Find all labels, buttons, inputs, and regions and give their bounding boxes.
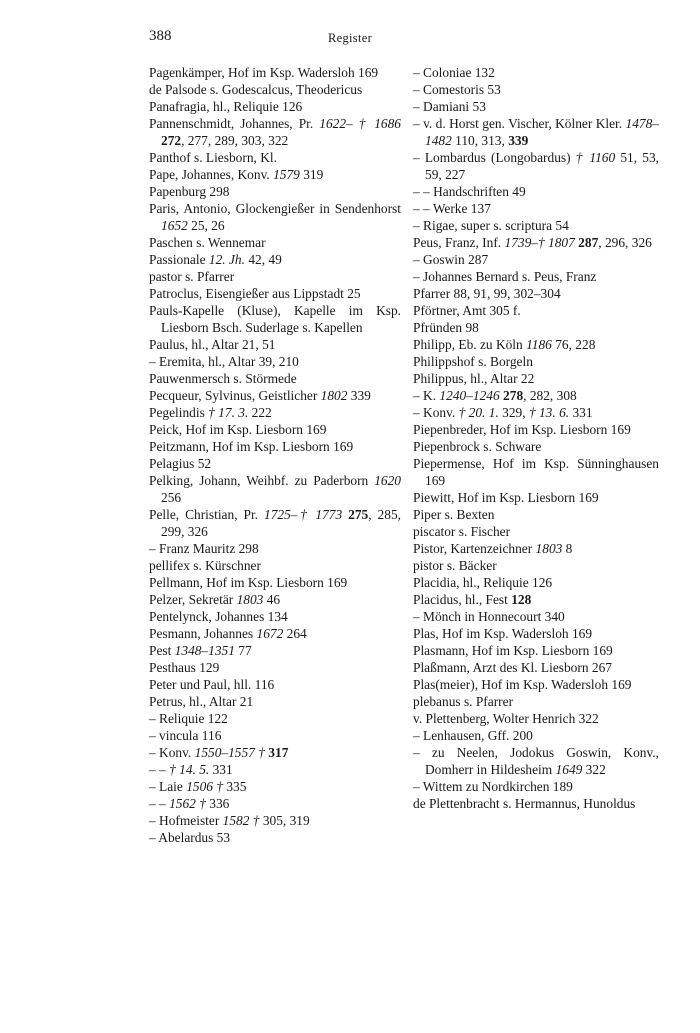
index-entry — [149, 455, 401, 472]
page-number: 388 — [149, 28, 172, 44]
index-entry — [413, 285, 659, 302]
index-entry-text: Pförtner, Amt 305 f. — [413, 303, 521, 318]
index-entry — [149, 404, 401, 421]
index-entry-text: pastor s. Pfarrer — [149, 269, 235, 284]
index-entry-text: Pelagius 52 — [149, 456, 212, 471]
index-entry-text: 287 — [578, 235, 599, 250]
index-entry — [149, 642, 401, 659]
index-entry — [149, 472, 401, 506]
index-entry-text: † 20. 1. — [458, 405, 499, 420]
index-entry-text: Pistor, Kartenzeichner — [413, 541, 536, 556]
index-entry — [149, 557, 401, 574]
index-entry-text: 331 — [569, 405, 593, 420]
index-entry-text: Pannenschmidt, Johannes, Pr. — [149, 116, 320, 131]
index-entry — [149, 693, 401, 710]
index-entry-text: 1550–1557 † — [194, 745, 265, 760]
index-entry-text: Pfründen 98 — [413, 320, 479, 335]
index-entry — [149, 115, 401, 149]
index-entry-text: plebanus s. Pfarrer — [413, 694, 514, 709]
index-entry-text: Panthof s. Liesborn, Kl. — [149, 150, 277, 165]
index-entry-text: Pauwenmersch s. Störmede — [149, 371, 297, 386]
index-entry-text: 1803 — [236, 592, 264, 607]
index-entry-text: Pentelynck, Johannes 134 — [149, 609, 288, 624]
index-entry-text: 317 — [268, 745, 289, 760]
index-entry — [149, 234, 401, 251]
index-entry — [413, 557, 659, 574]
index-entry-text: pistor s. Bäcker — [413, 558, 497, 573]
index-entry-text: 331 — [209, 762, 233, 777]
index-entry-text: 272 — [161, 133, 182, 148]
index-entry-text: Philippshof s. Borgeln — [413, 354, 533, 369]
index-entry-text: , 277, 289, 303, 322 — [181, 133, 289, 148]
index-entry-text: – Comestoris 53 — [413, 82, 501, 97]
index-entry — [413, 727, 659, 744]
index-entry-text: – v. d. Horst gen. Vischer, Kölner Kler. — [413, 116, 626, 131]
index-entry-text: Plas(meier), Hof im Ksp. Wadersloh 169 — [413, 677, 632, 692]
index-entry-text: 322 — [582, 762, 606, 777]
index-entry — [413, 608, 659, 625]
index-entry — [149, 761, 401, 778]
index-entry-text: – Abelardus 53 — [149, 830, 231, 845]
running-title: Register — [327, 31, 373, 45]
index-entry-text: Pegelindis — [149, 405, 209, 420]
index-entry — [413, 421, 659, 438]
index-entry-text: 76, 228 — [551, 337, 596, 352]
index-entry — [149, 200, 401, 234]
index-entry-text: † 17. 3. — [208, 405, 249, 420]
index-entry-text: – Reliquie 122 — [149, 711, 228, 726]
index-entry-text: , 285, 299, 326 — [161, 507, 401, 539]
index-entry-text: Peus, Franz, Inf. — [413, 235, 505, 250]
index-entry-text: 1582 † — [222, 813, 260, 828]
index-entry — [413, 778, 659, 795]
index-entry — [413, 251, 659, 268]
index-entry — [413, 98, 659, 115]
index-entry-text: Paulus, hl., Altar 21, 51 — [149, 337, 276, 352]
index-entry-text: pellifex s. Kürschner — [149, 558, 261, 573]
index-entry — [413, 268, 659, 285]
index-entry — [413, 795, 659, 812]
index-entry — [149, 98, 401, 115]
index-entry — [413, 387, 659, 404]
index-entry — [149, 336, 401, 353]
index-entry-text: Pellmann, Hof im Ksp. Liesborn 169 — [149, 575, 348, 590]
index-entry — [413, 404, 659, 421]
index-entry-text: Peter und Paul, hll. 116 — [149, 677, 275, 692]
index-entry-text: Piewitt, Hof im Ksp. Liesborn 169 — [413, 490, 599, 505]
index-entry-text: Panafragia, hl., Reliquie 126 — [149, 99, 303, 114]
index-entry — [413, 336, 659, 353]
index-entry-text: 46 — [263, 592, 281, 607]
index-entry — [149, 778, 401, 795]
index-entry-text: Paschen s. Wennemar — [149, 235, 266, 250]
index-entry — [413, 353, 659, 370]
index-entry-text: 1348–1351 — [174, 643, 235, 658]
index-entry-text: – – — [149, 796, 170, 811]
index-entry — [149, 812, 401, 829]
index-entry — [149, 251, 401, 268]
index-entry — [149, 421, 401, 438]
index-entry-text: † 14. 5. — [169, 762, 210, 777]
index-entry-text: 319 — [299, 167, 324, 182]
index-entry-text: 42, 49 — [244, 252, 282, 267]
index-entry-text: – Johannes Bernard s. Peus, Franz — [413, 269, 597, 284]
index-entry — [149, 744, 401, 761]
index-entry — [413, 659, 659, 676]
index-entry-text: Plasmann, Hof im Ksp. Liesborn 169 — [413, 643, 613, 658]
index-entry-text: Philipp, Eb. zu Köln — [413, 337, 527, 352]
index-entry-text: 278 — [503, 388, 524, 403]
index-entry — [149, 285, 401, 302]
index-entry — [413, 183, 659, 200]
index-column-left — [149, 64, 401, 846]
index-entry-text: Plas, Hof im Ksp. Wadersloh 169 — [413, 626, 593, 641]
index-entry-text: piscator s. Fischer — [413, 524, 511, 539]
index-entry-text: † 13. 6. — [528, 405, 570, 420]
index-entry-text: † 1686 — [358, 116, 401, 131]
index-entry — [149, 659, 401, 676]
index-entry-text: 256 — [161, 490, 182, 505]
index-entry-text: 1739–† 1807 — [504, 235, 575, 250]
index-entry-text: 1506 † — [186, 779, 224, 794]
index-entry-text: – Franz Mauritz 298 — [149, 541, 259, 556]
index-entry-text: Pest — [149, 643, 175, 658]
index-entry-text: Patroclus, Eisengießer aus Lippstadt 25 — [149, 286, 361, 301]
index-entry-text: – Mönch in Honnecourt 340 — [413, 609, 565, 624]
index-entry-text: 264 — [283, 626, 307, 641]
index-entry — [413, 149, 659, 183]
index-entry-text: Pecqueur, Sylvinus, Geistlicher — [149, 388, 321, 403]
index-entry-text: Peitzmann, Hof im Ksp. Liesborn 169 — [149, 439, 354, 454]
index-entry-text: 1579 — [273, 167, 300, 182]
index-column-right — [413, 64, 659, 812]
index-entry-text: 1478–1482 — [425, 116, 659, 148]
index-entry-text: Peick, Hof im Ksp. Liesborn 169 — [149, 422, 327, 437]
index-entry-text: † 1160 — [575, 150, 616, 165]
index-entry-text: 335 — [223, 779, 247, 794]
index-entry-text: Pelking, Johann, Weihbf. zu Paderborn — [149, 473, 375, 488]
index-entry-text: – Lenhausen, Gff. 200 — [413, 728, 533, 743]
index-entry-text: , 282, 308 — [523, 388, 577, 403]
index-entry — [413, 455, 659, 489]
index-entry-text: Pelzer, Sekretär — [149, 592, 237, 607]
index-entry-text: – – — [149, 762, 170, 777]
index-entry — [149, 166, 401, 183]
index-entry — [149, 574, 401, 591]
index-entry — [413, 693, 659, 710]
index-entry-text: 12. Jh. — [208, 252, 245, 267]
index-entry-text: – zu Neelen, Jodokus Goswin, Konv., Domherr in Hildesheim — [413, 745, 659, 777]
index-entry-text: – vincula 116 — [149, 728, 222, 743]
index-entry — [149, 727, 401, 744]
index-entry-text: Piepenbrock s. Schwarе — [413, 439, 542, 454]
index-entry-text: Plaßmann, Arzt des Kl. Liesborn 267 — [413, 660, 612, 675]
index-entry-text: 128 — [511, 592, 532, 607]
index-entry-text: 77 — [234, 643, 252, 658]
index-entry-text: Placidus, hl., Fest — [413, 592, 512, 607]
index-entry — [413, 319, 659, 336]
index-entry-text: Placidia, hl., Reliquie 126 — [413, 575, 553, 590]
index-entry-text: 339 — [347, 388, 371, 403]
index-entry — [149, 183, 401, 200]
index-entry — [413, 591, 659, 608]
index-entry-text: Pelle, Christian, Pr. — [149, 507, 264, 522]
index-entry-text: 305, 319 — [259, 813, 310, 828]
index-entry-text: Pagenkämper, Hof im Ksp. Wadersloh 169 — [149, 65, 379, 80]
index-entry — [413, 302, 659, 319]
index-entry-text: 1803 — [535, 541, 563, 556]
index-entry — [149, 81, 401, 98]
index-entry-text: 1649 — [555, 762, 583, 777]
index-entry — [149, 370, 401, 387]
index-entry — [149, 591, 401, 608]
index-entry — [413, 217, 659, 234]
index-entry — [413, 506, 659, 523]
index-entry-text: – Lombardus (Longobardus) — [413, 150, 576, 165]
index-entry — [149, 149, 401, 166]
index-entry — [413, 523, 659, 540]
index-entry — [149, 540, 401, 557]
index-entry-text: Papenburg 298 — [149, 184, 230, 199]
index-entry-text: de Palsode s. Godescalcus, Theodericus — [149, 82, 363, 97]
index-entry-text: Philippus, hl., Altar 22 — [413, 371, 535, 386]
index-entry-text: – Goswin 287 — [413, 252, 489, 267]
index-entry — [413, 625, 659, 642]
index-entry-text: Pesthaus 129 — [149, 660, 220, 675]
index-entry-text: 25, 26 — [187, 218, 225, 233]
index-entry — [413, 200, 659, 217]
index-entry-text: 1186 — [526, 337, 552, 352]
index-entry-text: – Hofmeister — [149, 813, 223, 828]
index-entry — [149, 438, 401, 455]
index-entry-text: 51, 53, 59, 227 — [425, 150, 659, 182]
index-entry-text: Pauls-Kapelle (Kluse), Kapelle im Ksp. Liesborn Bsch. Suderlage s. Kapellen — [149, 303, 401, 335]
index-entry-text: Paris, Antonio, Glockengießer in Sendenhorst — [149, 201, 401, 216]
index-entry — [149, 64, 401, 81]
index-entry-text: Piper s. Bexten — [413, 507, 495, 522]
index-entry — [149, 795, 401, 812]
index-entry — [413, 115, 659, 149]
index-entry — [413, 710, 659, 727]
index-entry-text: – K. — [413, 388, 440, 403]
index-entry — [149, 710, 401, 727]
index-entry-text: 329, — [498, 405, 529, 420]
index-entry — [413, 489, 659, 506]
index-entry-text: 336 — [205, 796, 230, 811]
index-entry-text: 1562 † — [169, 796, 206, 811]
index-entry — [149, 302, 401, 336]
index-entry-text: – Coloniae 132 — [413, 65, 495, 80]
index-entry-text: – Eremita, hl., Altar 39, 210 — [149, 354, 299, 369]
index-entry-text: , 296, 326 — [598, 235, 652, 250]
index-entry-text: Pfarrer 88, 91, 99, 302–304 — [413, 286, 561, 301]
index-entry — [413, 64, 659, 81]
index-entry-text: v. Plettenberg, Wolter Henrich 322 — [413, 711, 599, 726]
index-entry-text: – Konv. — [413, 405, 459, 420]
index-entry — [413, 676, 659, 693]
index-entry-text: Passionale — [149, 252, 209, 267]
index-entry — [149, 387, 401, 404]
index-entry — [149, 676, 401, 693]
index-entry-text: Pape, Johannes, Konv. — [149, 167, 274, 182]
index-entry-text: 339 — [508, 133, 529, 148]
index-entry — [149, 829, 401, 846]
index-entry-text: 1802 — [320, 388, 348, 403]
index-entry — [413, 540, 659, 557]
index-entry-text: 1620 — [374, 473, 401, 488]
index-entry-text: 1725–† 1773 — [264, 507, 343, 522]
index-entry — [149, 506, 401, 540]
index-entry — [149, 353, 401, 370]
index-entry-text: – Konv. — [149, 745, 195, 760]
index-entry-text: – – Handschriften 49 — [413, 184, 526, 199]
index-entry-text: Piepermense, Hof im Ksp. Sünninghausen 169 — [413, 456, 659, 488]
index-entry-text: 110, 313, — [451, 133, 509, 148]
index-entry-text: – – Werke 137 — [413, 201, 491, 216]
index-entry-text: Piepenbreder, Hof im Ksp. Liesborn 169 — [413, 422, 631, 437]
index-entry-text: 1240–1246 — [439, 388, 500, 403]
index-entry — [413, 642, 659, 659]
index-entry — [413, 370, 659, 387]
index-entry — [413, 81, 659, 98]
index-entry-text: 8 — [562, 541, 573, 556]
index-entry-text: 1622– — [319, 116, 353, 131]
index-entry — [413, 744, 659, 778]
index-entry-text: – Damiani 53 — [413, 99, 486, 114]
index-entry-text: 275 — [348, 507, 369, 522]
index-entry-text: – Wittem zu Nordkirchen 189 — [413, 779, 573, 794]
index-entry-text: – Rigae, super s. scriptura 54 — [413, 218, 569, 233]
index-entry-text: 222 — [248, 405, 272, 420]
index-entry-text: Petrus, hl., Altar 21 — [149, 694, 254, 709]
index-entry — [149, 608, 401, 625]
index-entry — [149, 625, 401, 642]
index-entry-text: Pesmann, Johannes — [149, 626, 257, 641]
index-entry-text: 1652 — [161, 218, 188, 233]
index-entry — [413, 438, 659, 455]
index-entry-text: 1672 — [256, 626, 284, 641]
index-entry — [413, 574, 659, 591]
index-entry — [413, 234, 659, 251]
index-entry-text: de Plettenbracht s. Hermannus, Hunoldus — [413, 796, 636, 811]
index-entry-text: – Laie — [149, 779, 187, 794]
index-entry — [149, 268, 401, 285]
